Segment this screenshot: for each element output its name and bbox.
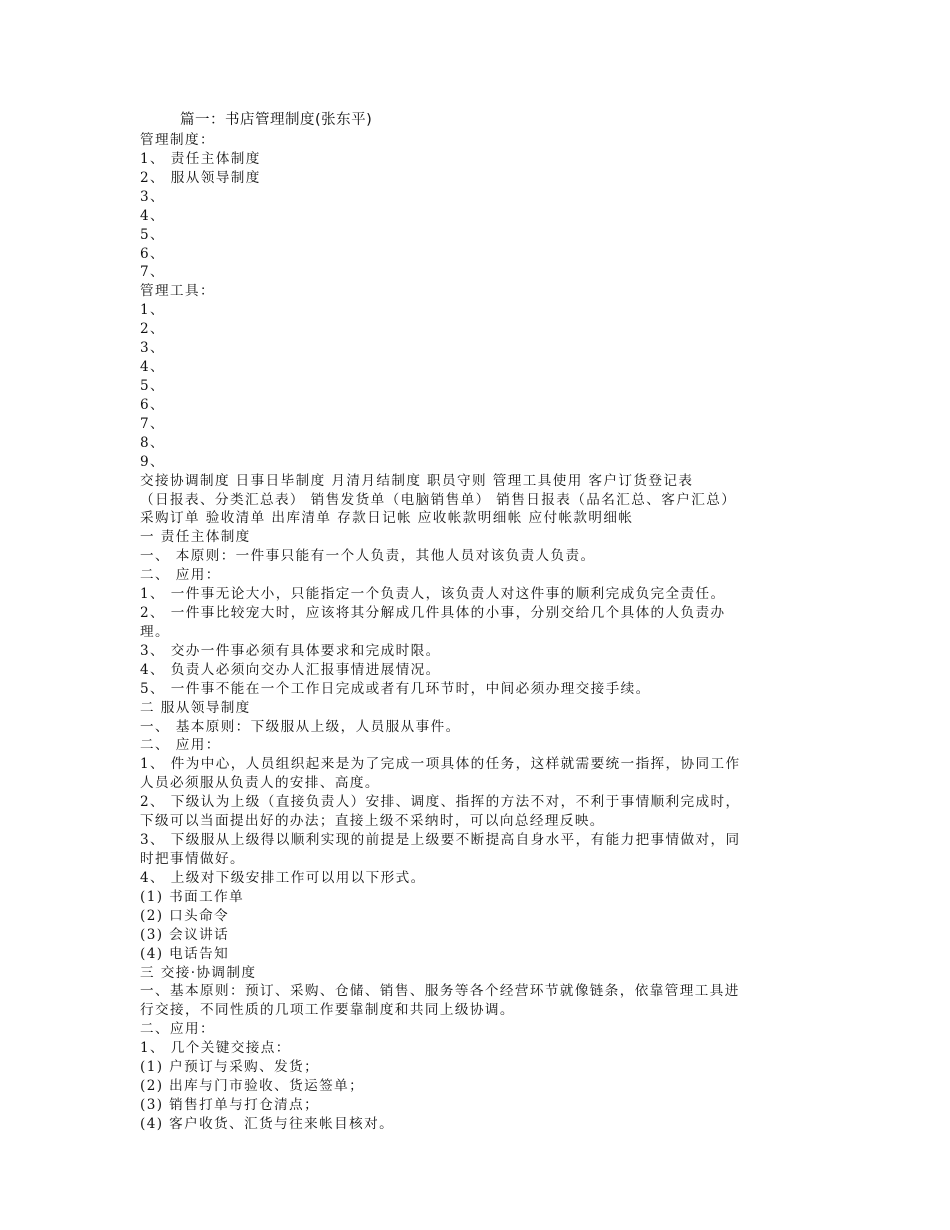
text-line: 5、 [140,226,166,243]
text-line: (1) 户预订与采购、发货； [140,1059,320,1076]
text-line: 1、 一件事无论大小，只能指定一个负责人，该负责人对这件事的顺利完成负完全责任。 [140,586,726,603]
text-line: 7、 [140,264,166,281]
text-line: 1、 件为中心，人员组织起来是为了完成一项具体的任务，这样就需要统一指挥，协同工作 [140,756,741,773]
text-line: 1、 [140,302,166,319]
text-line: (2) 出库与门市验收、货运签单； [140,1078,365,1094]
text-line: 2、 下级认为上级（直接负责人）安排、调度、指挥的方法不对，不利于事情顺利完成时， [140,794,741,811]
text-line: 5、 [140,378,166,394]
text-line: 行交接，不同性质的几项工作要靠制度和共同上级协调。 [140,1002,515,1019]
text-line: 4、 [140,207,166,224]
text-line: （日报表、分类汇总表） 销售发货单（电脑销售单） 销售日报表（品名汇总、客户汇总） [140,491,737,508]
text-line: 理。 [140,623,170,640]
text-line: 一、基本原则：预订、采购、仓储、销售、服务等各个经营环节就像链条，依靠管理工具进 [140,983,740,1000]
text-line: 3、 交办一件事必须有具体要求和完成时限。 [140,642,441,659]
text-line: 一、 基本原则：下级服从上级，人员服从事件。 [140,718,461,735]
text-line: 3、 [140,188,166,205]
text-line: 二、 应用： [140,737,221,754]
text-line: 2、 服从领导制度 [140,169,261,186]
text-line: 4、 负责人必须向交办人汇报事情进展情况。 [140,661,441,678]
text-line: 1、 责任主体制度 [140,150,261,167]
text-line: 6、 [140,396,166,413]
text-line: 人员必须服从负责人的安排、高度。 [140,775,380,792]
text-line: 3、 [140,340,166,357]
text-line: 3、 下级服从上级得以顺利实现的前提是上级要不断提高自身水平，有能力把事情做对，同 [140,832,741,848]
text-line: 时把事情做好。 [140,851,245,867]
text-line: 二、应用： [140,1021,215,1038]
text-line: 4、 [140,359,166,375]
text-line: 下级可以当面提出好的办法；直接上级不采纳时，可以向总经理反映。 [140,813,605,830]
text-line: (1) 书面工作单 [140,888,245,905]
text-line: 一 责任主体制度 [140,529,251,546]
text-line: 交接协调制度 日事日毕制度 月清月结制度 职员守则 管理工具使用 客户订货登记表 [140,472,694,489]
text-line: 7、 [140,415,166,432]
text-line: 管理制度： [140,132,215,148]
text-line: 采购订单 验收清单 出库清单 存款日记帐 应收帐款明细帐 应付帐款明细帐 [140,510,634,527]
text-line: 二 服从领导制度 [140,699,251,716]
text-line: (4) 电话告知 [140,945,230,962]
text-line: (4) 客户收货、汇货与往来帐目核对。 [140,1115,395,1132]
text-line: 6、 [140,245,166,262]
text-line: (3) 销售打单与打仓清点； [140,1096,320,1113]
text-line: 一、 本原则：一件事只能有一个人负责，其他人员对该负责人负责。 [140,548,596,565]
text-line: 9、 [140,453,166,470]
text-line: 5、 一件事不能在一个工作日完成或者有几环节时，中间必须办理交接手续。 [140,680,651,697]
text-line: 2、 [140,321,166,338]
text-line: 二、 应用： [140,567,221,584]
text-line: 管理工具： [140,283,215,300]
text-line: (3) 会议讲话 [140,926,230,943]
document-title: 篇一：书店管理制度(张东平) [180,112,373,128]
text-line: (2) 口头命令 [140,907,230,924]
text-line: 4、 上级对下级安排工作可以用以下形式。 [140,869,426,886]
text-line: 2、 一件事比较宠大时，应该将其分解成几件具体的小事，分别交给几个具体的人负责办 [140,605,726,621]
text-line: 三 交接·协调制度 [140,964,257,981]
text-line: 8、 [140,434,166,451]
text-line: 1、 几个关键交接点： [140,1040,291,1057]
